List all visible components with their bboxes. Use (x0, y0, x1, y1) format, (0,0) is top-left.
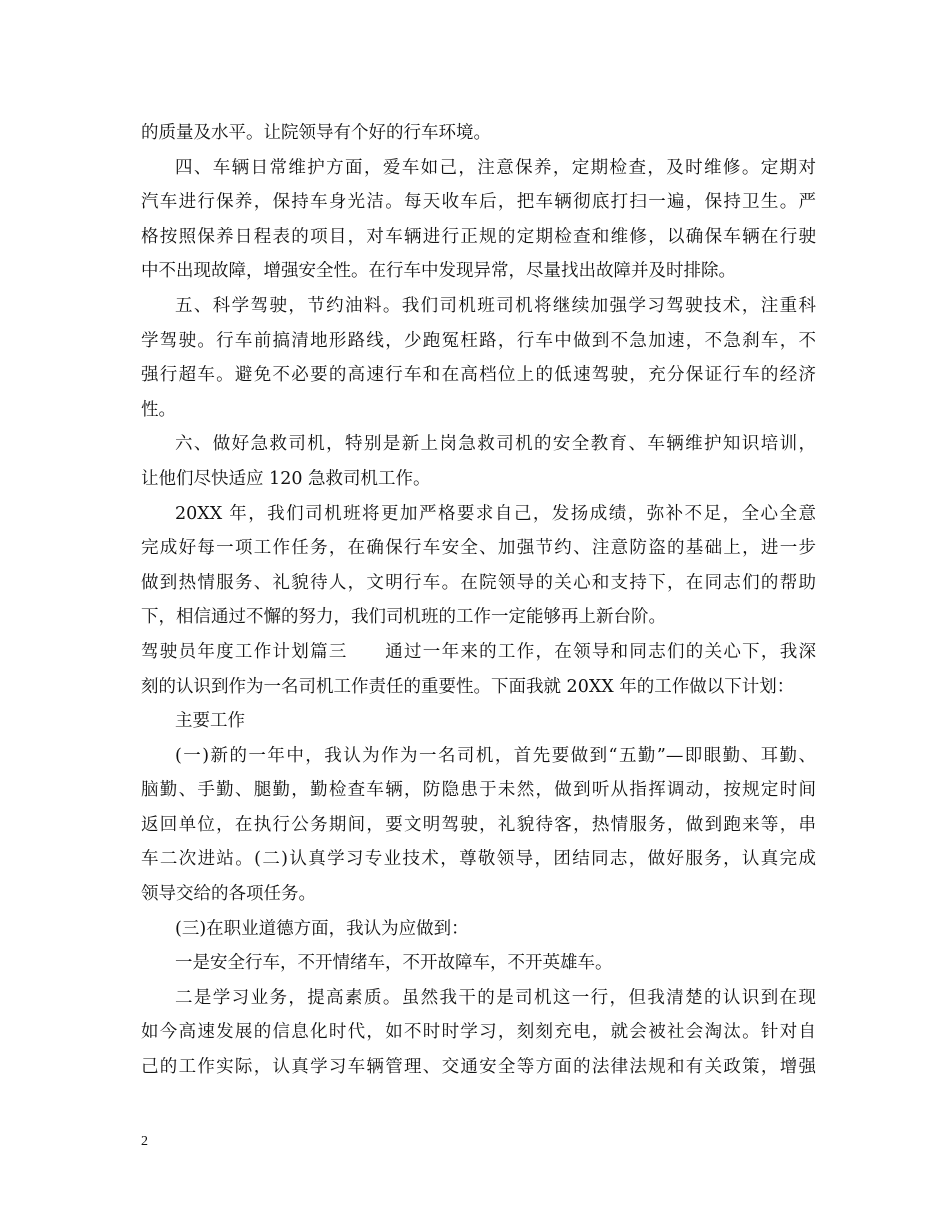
text-line: 性。 (141, 399, 176, 420)
text-line: 主要工作 (175, 711, 245, 732)
text-line: 四、车辆日常维护方面，爱车如己，注意保养，定期检查，及时维修。定期对 (175, 157, 816, 178)
text-line: 脑勤、手勤、腿勤，勤检查车辆，防隐患于未然，做到听从指挥调动，按规定时间 (141, 780, 816, 801)
text-line: 20XX 年，我们司机班将更加严格要求自己，发扬成绩，弥补不足，全心全意 (175, 503, 816, 524)
text-line: 中不出现故障，增强安全性。在行车中发现异常，尽量找出故障并及时排除。 (141, 261, 736, 282)
text-line: 如今高速发展的信息化时代，如不时时学习，刻刻充电，就会被社会淘汰。针对自 (141, 1022, 816, 1043)
text-line: 五、科学驾驶，节约油料。我们司机班司机将继续加强学习驾驶技术，注重科 (175, 295, 816, 316)
text-line: 返回单位，在执行公务期间，要文明驾驶，礼貌待客，热情服务，做到跑来等，串 (141, 814, 816, 835)
text-line: 强行超车。避免不必要的高速行车和在高档位上的低速驾驶，充分保证行车的经济 (141, 365, 816, 386)
text-line: 的质量及水平。让院领导有个好的行车环境。 (141, 123, 491, 143)
document-body (141, 116, 816, 1085)
text-line: 完成好每一项工作任务，在确保行车安全、加强节约、注意防盗的基础上，进一步 (141, 538, 816, 559)
text-line: 六、做好急救司机，特别是新上岗急救司机的安全教育、车辆维护知识培训， (175, 434, 816, 455)
text-line: 驾驶员年度工作计划篇三 通过一年来的工作，在领导和同志们的关心下，我深 (141, 641, 816, 662)
text-line: 一是安全行车，不开情绪车，不开故障车，不开英雄车。 (175, 953, 613, 974)
text-line: 让他们尽快适应 120 急救司机工作。 (141, 468, 431, 489)
text-line: (一)新的一年中，我认为作为一名司机，首先要做到“五勤”—即眼勤、耳勤、 (175, 745, 816, 766)
page-number: 2 (141, 1134, 148, 1149)
text-line: 下，相信通过不懈的努力，我们司机班的工作一定能够再上新台阶。 (141, 607, 666, 628)
text-line: 二是学习业务，提高素质。虽然我干的是司机这一行，但我清楚的认识到在现 (175, 987, 816, 1008)
text-line: 刻的认识到作为一名司机工作责任的重要性。下面我就 20XX 年的工作做以下计划： (141, 676, 795, 697)
text-line: 己的工作实际，认真学习车辆管理、交通安全等方面的法律法规和有关政策，增强 (141, 1057, 816, 1078)
text-line: 车二次进站。(二)认真学习专业技术，尊敬领导，团结同志，做好服务，认真完成 (141, 849, 816, 870)
text-line: (三)在职业道德方面，我认为应做到： (175, 918, 469, 939)
text-line: 格按照保养日程表的项目，对车辆进行正规的定期检查和维修，以确保车辆在行驶 (141, 226, 816, 247)
text-line: 做到热情服务、礼貌待人，文明行车。在院领导的关心和支持下，在同志们的帮助 (141, 572, 816, 593)
text-line: 汽车进行保养，保持车身光洁。每天收车后，把车辆彻底打扫一遍，保持卫生。严 (141, 192, 816, 213)
text-line: 学驾驶。行车前搞清地形路线，少跑冤枉路，行车中做到不急加速，不急刹车，不 (141, 330, 816, 351)
text-line: 领导交给的各项任务。 (141, 884, 316, 905)
